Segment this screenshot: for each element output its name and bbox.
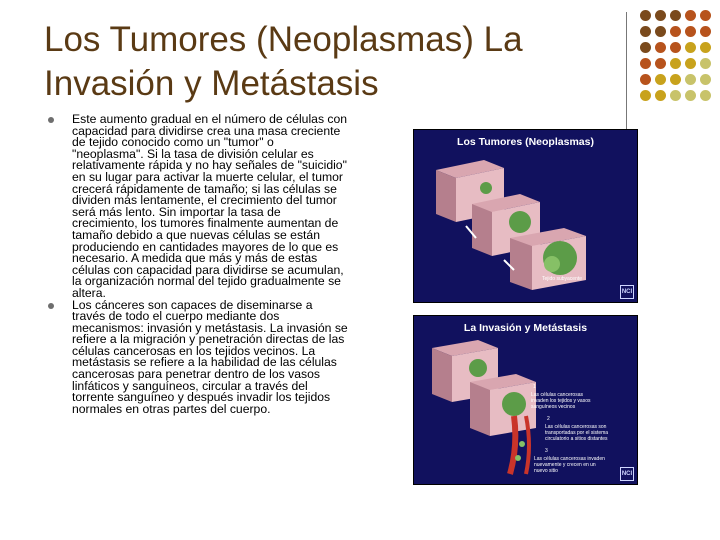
decorative-dot [700,42,711,53]
bullet-list [48,114,348,415]
decorative-dot [655,74,666,85]
nci-logo: NCI [620,467,634,481]
decorative-dot [670,74,681,85]
bullet-item-1 [48,114,348,300]
decorative-dot [700,90,711,101]
title-divider-line [626,12,627,132]
decorative-dot [670,26,681,37]
slide-title: Los Tumores (Neoplasmas) La Invasión y Metástasis [44,20,523,103]
decorative-dot [685,26,696,37]
decorative-dot [670,90,681,101]
step-note-3: Las células cancerosas invaden nuevamente y crecen en un nuevo sitio [534,456,605,474]
tissue-label: Tejido subyacente [542,276,583,282]
decorative-dot [670,42,681,53]
decorative-dot [685,42,696,53]
tumor-illustration-panel [413,129,638,303]
decorative-dot-grid [640,10,716,110]
bullet-item-2 [48,297,348,416]
step-note-2: Las células cancerosas son transportadas por el sistema circulatorio a sitios distantes [545,424,609,442]
decorative-dot [640,26,651,37]
decorative-dot [685,90,696,101]
decorative-dot [685,10,696,21]
panel-title: La Invasión y Metástasis [463,322,588,334]
bullet-text: Este aumento gradual en el número de células con capacidad para dividirse crea una masa creciente de tejido conocido como un "tumor" o "neoplasma". Si la tasa de división celular es relativamente rápida y no hay señales de "suicidio" en su lugar para activar la muerte celular, el tumor crecerá rápidamente de tamaño; si las células se dividen más lentamente, el crecimiento del tumor será más lento. Sin importar la tasa de crecimiento, los tumores finalmente aumentan de tamaño debido a que nuevas células se están produciendo en cantidades mayores de lo que es necesario. A medida que más y más de estas células con capacidad para dividirse se acumulan, la organización normal del tejido gradualmente se altera. [72,112,348,300]
step-number-3: 3 [545,448,548,454]
step-number-1: 1 [533,384,536,390]
decorative-dot [685,74,696,85]
decorative-dot [655,42,666,53]
nci-logo: NCI [620,285,634,299]
bullet-icon [48,303,54,309]
invasion-metastasis-panel [413,315,638,485]
decorative-dot [700,10,711,21]
tumor-growth-illustration [414,130,637,302]
decorative-dot [655,26,666,37]
panel-title: Los Tumores (Neoplasmas) [457,136,594,148]
decorative-dot [700,58,711,69]
step-number-2: 2 [547,416,550,422]
decorative-dot [640,90,651,101]
decorative-dot [655,90,666,101]
decorative-dot [700,74,711,85]
bullet-icon [48,117,54,123]
decorative-dot [670,58,681,69]
decorative-dot [655,58,666,69]
bullet-text: Los cánceres son capaces de diseminarse a través de todo el cuerpo mediante dos mecanismos: invasión y metástasis. La invasión se refiere a la migración y penetración directas de las células cancerosas en los tejidos vecinos. La metástasis se refiere a la habilidad de las células cancerosas para penetrar dentro de los vasos linfáticos y sanguíneos, circular a través del torrente sanguíneo y después invadir los tejidos normales en otras partes del cuerpo. [72,297,348,416]
decorative-dot [640,10,651,21]
decorative-dot [640,58,651,69]
decorative-dot [700,26,711,37]
step-note-1: Las células cancerosas invaden los tejidos y vasos sanguíneos vecinos [531,392,591,410]
decorative-dot [655,10,666,21]
decorative-dot [670,10,681,21]
decorative-dot [685,58,696,69]
decorative-dot [640,42,651,53]
decorative-dot [640,74,651,85]
